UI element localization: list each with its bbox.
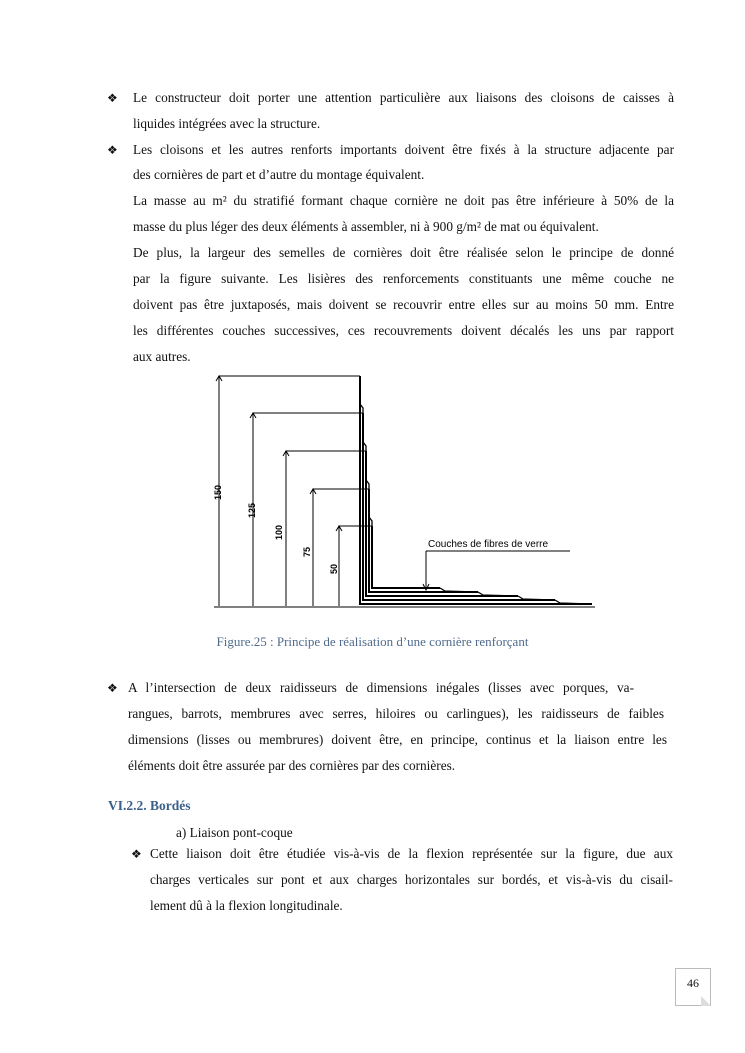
paragraph-line: lement dû à la flexion longitudinale.	[150, 898, 343, 913]
dimension-label: 100	[274, 524, 284, 540]
section-heading: VI.2.2. Bordés	[108, 798, 191, 813]
bullet-icon: ❖	[131, 847, 142, 861]
paragraph-line: masse du plus léger des deux éléments à assembler, ni à 900 g/m² de mat ou équivalent.	[133, 219, 599, 234]
paragraph-line: La masse au m² du stratifié formant chaque cornière ne doit pas être inférieure à 50% de la	[133, 193, 674, 208]
page-curl-icon	[701, 996, 711, 1006]
paragraph-line: dimensions (lisses ou membrures) doivent être, en principe, continus et la liaison entre les	[128, 732, 667, 747]
subheading: a) Liaison pont-coque	[176, 825, 293, 840]
paragraph-line: Les cloisons et les autres renforts importants doivent être fixés à la structure adjacente par	[133, 142, 674, 157]
bullet-icon: ❖	[107, 143, 118, 157]
paragraph-line: De plus, la largeur des semelles de cornières doit être réalisée selon le principe de donné	[133, 245, 674, 260]
figure-caption: Figure.25 : Principe de réalisation d’une cornière renforçant	[216, 634, 529, 649]
paragraph-line: doivent pas être juxtaposés, mais doivent se recouvrir entre elles sur au moins 50 mm. Entre	[133, 297, 674, 312]
paragraph-line: Cette liaison doit être étudiée vis-à-vis de la flexion représentée sur la figure, due aux	[150, 846, 673, 861]
bullet-icon: ❖	[107, 681, 118, 695]
paragraph-line: charges verticales sur pont et aux charges horizontales sur bordés, et vis-à-vis du cisail-	[150, 872, 673, 887]
dimension-label: 75	[302, 546, 312, 557]
page-number-box	[675, 968, 711, 1006]
bullet-icon: ❖	[107, 91, 118, 105]
paragraph-line: aux autres.	[133, 349, 191, 364]
paragraph-line: A l’intersection de deux raidisseurs de dimensions inégales (lisses avec porques, va-	[128, 680, 634, 695]
paragraph-line: éléments doit être assurée par des cornières par des cornières.	[128, 758, 456, 773]
paragraph-line: rangues, barrots, membrures avec serres, hiloires ou carlingues), les raidisseurs de faibles	[128, 706, 664, 721]
page-number: 46	[687, 976, 699, 990]
dimension-label: 125	[247, 502, 257, 518]
figure-annotation: Couches de fibres de verre	[428, 539, 549, 550]
dimension-label: 50	[329, 563, 339, 574]
dimension-label: 150	[213, 484, 223, 500]
paragraph-line: par la figure suivante. Les lisières des renforcements constituants une même couche ne	[133, 271, 674, 286]
paragraph-line: liquides intégrées avec la structure.	[133, 116, 321, 131]
paragraph-line: des cornières de part et d’autre du montage équivalent.	[133, 167, 425, 182]
paragraph-line: Le constructeur doit porter une attention particulière aux liaisons des cloisons de caisses à	[133, 90, 674, 105]
paragraph-line: les différentes couches successives, ces recouvrements doivent décalés les uns par rapport	[133, 323, 674, 338]
